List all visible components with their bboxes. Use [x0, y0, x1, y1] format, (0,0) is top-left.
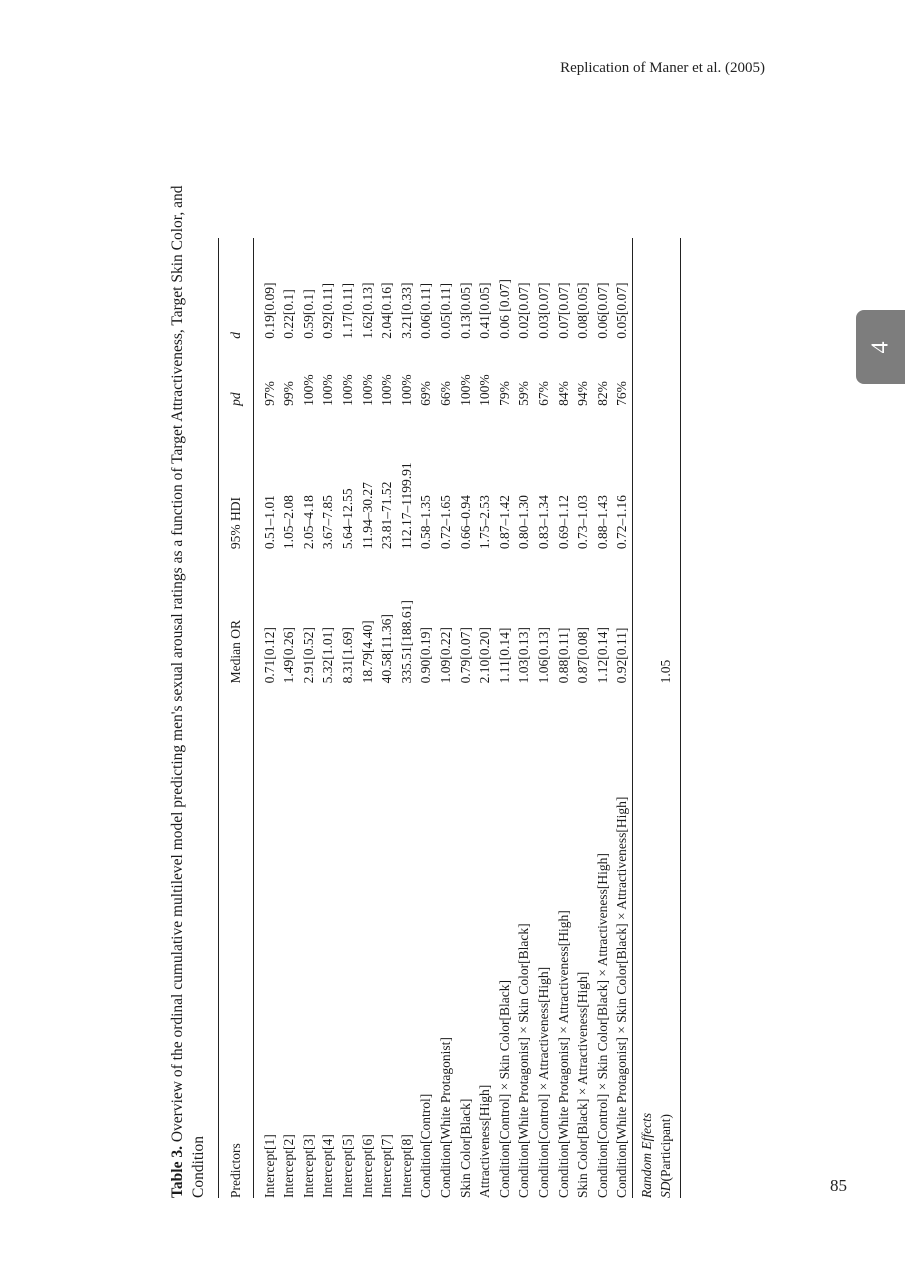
cell-hdi: 0.73–1.03: [575, 495, 591, 550]
cell-median-or: 1.09[0.22]: [437, 627, 453, 684]
table-row: [612, 238, 632, 1198]
random-effects-sd-row: [656, 238, 680, 1198]
cell-median-or: 5.32[1.01]: [320, 627, 336, 684]
cell-predictor: Condition[Control] × Attractiveness[High]: [535, 966, 551, 1198]
cell-predictor: Skin Color[Black]: [457, 1098, 473, 1198]
header-predictors: Predictors: [219, 683, 254, 1198]
cell-pd: 94%: [575, 381, 591, 406]
cell-d: 1.17[0.11]: [339, 282, 355, 339]
header-d: d: [219, 238, 254, 339]
cell-predictor: Intercept[2]: [281, 1134, 297, 1198]
cell-median-or: 0.87[0.08]: [575, 627, 591, 684]
cell-pd: 84%: [555, 381, 571, 406]
cell-hdi: 0.83–1.34: [535, 495, 551, 550]
cell-d: 0.02[0.07]: [516, 282, 532, 339]
cell-hdi: 5.64–12.55: [339, 488, 355, 550]
table-row: [593, 238, 613, 1198]
cell-d: 0.06 [0.07]: [496, 279, 512, 339]
random-effects-sd-label: [656, 683, 680, 1198]
cell-hdi: 0.69–1.12: [555, 495, 571, 550]
cell-pd: 100%: [379, 374, 395, 406]
cell-pd: 99%: [281, 381, 297, 406]
random-effects-heading: Random Effects: [632, 683, 656, 1198]
cell-pd: 59%: [516, 381, 532, 406]
cell-d: 0.06[0.07]: [594, 282, 610, 339]
cell-predictor: Intercept[4]: [320, 1134, 336, 1198]
cell-median-or: 0.90[0.19]: [418, 627, 434, 684]
table-caption-text: Overview of the ordinal cumulative multilevel model predicting men's sexual arousal ratings as a function of Target Attractiveness, Target Skin Color, and Condition: [169, 185, 207, 1198]
table-row: [436, 238, 456, 1198]
cell-predictor: Condition[White Protagonist] × Skin Color[Black] × Attractiveness[High]: [614, 796, 630, 1198]
table-header-row: [219, 238, 254, 1198]
sd-label-rest: (Participant): [658, 1114, 674, 1182]
cell-hdi: 0.72–1.65: [437, 495, 453, 550]
table-row: [534, 238, 554, 1198]
cell-median-or: 1.12[0.14]: [594, 627, 610, 684]
running-header: Replication of Maner et al. (2005): [560, 60, 765, 76]
table-row: [514, 238, 534, 1198]
cell-median-or: 40.58[11.36]: [379, 614, 395, 684]
cell-predictor: Condition[Control]: [418, 1093, 434, 1198]
cell-d: 0.07[0.07]: [555, 282, 571, 339]
page-number: 85: [830, 1176, 847, 1195]
cell-d: 0.19[0.09]: [261, 282, 277, 339]
table-row: [318, 238, 338, 1198]
cell-predictor: Intercept[1]: [261, 1134, 277, 1198]
cell-median-or: 0.71[0.12]: [261, 627, 277, 684]
cell-hdi: 2.05–4.18: [300, 495, 316, 550]
header-pd: pd: [219, 339, 254, 406]
cell-predictor: Intercept[5]: [339, 1134, 355, 1198]
table-row: [397, 238, 417, 1198]
cell-d: 0.05[0.07]: [614, 282, 630, 339]
cell-median-or: 1.03[0.13]: [516, 627, 532, 684]
cell-pd: 79%: [496, 381, 512, 406]
cell-hdi: 0.87–1.42: [496, 495, 512, 550]
cell-d: 0.92[0.11]: [320, 282, 336, 339]
cell-d: 0.22[0.1]: [281, 289, 297, 339]
cell-median-or: 8.31[1.69]: [339, 627, 355, 684]
cell-d: 1.62[0.13]: [359, 282, 375, 339]
cell-pd: 100%: [339, 374, 355, 406]
cell-pd: 100%: [300, 374, 316, 406]
cell-pd: 100%: [359, 374, 375, 406]
cell-pd: 100%: [320, 374, 336, 406]
cell-median-or: 335.51[188.61]: [398, 600, 414, 684]
cell-predictor: Intercept[6]: [359, 1134, 375, 1198]
cell-hdi: 23.81–71.52: [379, 481, 395, 550]
table-row: [495, 238, 515, 1198]
cell-pd: 100%: [477, 374, 493, 406]
table-row: [279, 238, 299, 1198]
random-effects-sd-value: 1.05: [656, 549, 680, 683]
cell-d: 0.13[0.05]: [457, 282, 473, 339]
cell-hdi: 3.67–7.85: [320, 495, 336, 550]
cell-predictor: Condition[White Protagonist]: [437, 1037, 453, 1198]
table-caption-label: Table 3.: [169, 1146, 186, 1198]
cell-pd: 100%: [457, 374, 473, 406]
table-row: [358, 238, 378, 1198]
table-row: [416, 238, 436, 1198]
results-table: [218, 238, 681, 1198]
cell-d: 2.04[0.16]: [379, 282, 395, 339]
cell-hdi: 0.58–1.35: [418, 495, 434, 550]
cell-d: 3.21[0.33]: [398, 282, 414, 339]
cell-pd: 76%: [614, 381, 630, 406]
cell-median-or: 0.79[0.07]: [457, 627, 473, 684]
cell-pd: 69%: [418, 381, 434, 406]
cell-hdi: 1.05–2.08: [281, 495, 297, 550]
cell-predictor: Condition[Control] × Skin Color[Black] × Attractiveness[High]: [594, 853, 610, 1198]
cell-hdi: 1.75–2.53: [477, 495, 493, 550]
cell-hdi: 0.72–1.16: [614, 495, 630, 550]
table-row: [377, 238, 397, 1198]
cell-median-or: 1.49[0.26]: [281, 627, 297, 684]
cell-predictor: Intercept[8]: [398, 1134, 414, 1198]
cell-d: 0.03[0.07]: [535, 282, 551, 339]
cell-predictor: Skin Color[Black] × Attractiveness[High]: [575, 971, 591, 1198]
cell-d: 0.59[0.1]: [300, 289, 316, 339]
table-caption: [166, 138, 209, 1198]
cell-hdi: 0.66–0.94: [457, 495, 473, 550]
cell-median-or: 18.79[4.40]: [359, 620, 375, 684]
table-row: [338, 238, 358, 1198]
cell-predictor: Intercept[7]: [379, 1134, 395, 1198]
cell-hdi: 0.88–1.43: [594, 495, 610, 550]
cell-median-or: 0.92[0.11]: [614, 627, 630, 684]
cell-pd: 82%: [594, 381, 610, 406]
cell-hdi: 11.94–30.27: [359, 482, 375, 550]
cell-d: 0.05[0.11]: [437, 282, 453, 339]
cell-d: 0.06[0.11]: [418, 282, 434, 339]
cell-pd: 97%: [261, 381, 277, 406]
header-hdi: 95% HDI: [219, 406, 254, 549]
cell-median-or: 0.88[0.11]: [555, 627, 571, 684]
cell-hdi: 0.51–1.01: [261, 495, 277, 550]
table-body: [253, 238, 680, 1198]
cell-median-or: 1.06[0.13]: [535, 627, 551, 684]
chapter-tab-number: 4: [867, 341, 893, 353]
cell-hdi: 112.17–1199.91: [398, 462, 414, 550]
cell-median-or: 2.91[0.52]: [300, 627, 316, 684]
cell-median-or: 1.11[0.14]: [496, 627, 512, 684]
table-row: [554, 238, 574, 1198]
chapter-tab: [856, 310, 905, 384]
random-effects-heading-row: [632, 238, 656, 1198]
rotated-table-block: [166, 138, 696, 1198]
sd-label-italic: SD: [658, 1181, 674, 1198]
cell-d: 0.08[0.05]: [575, 282, 591, 339]
cell-predictor: Attractiveness[High]: [477, 1084, 493, 1198]
cell-predictor: Condition[White Protagonist] × Attractiveness[High]: [555, 910, 571, 1198]
table-row: [456, 238, 476, 1198]
cell-pd: 100%: [398, 374, 414, 406]
cell-hdi: 0.80–1.30: [516, 495, 532, 550]
cell-predictor: Condition[White Protagonist] × Skin Color[Black]: [516, 923, 532, 1198]
table-row: [475, 238, 495, 1198]
cell-pd: 67%: [535, 381, 551, 406]
table-row: [253, 238, 279, 1198]
header-median-or: Median OR: [219, 549, 254, 683]
cell-median-or: 2.10[0.20]: [477, 627, 493, 684]
table-row: [299, 238, 319, 1198]
table-row: [573, 238, 593, 1198]
cell-predictor: Intercept[3]: [300, 1134, 316, 1198]
cell-pd: 66%: [437, 381, 453, 406]
cell-d: 0.41[0.05]: [477, 282, 493, 339]
cell-predictor: Condition[Control] × Skin Color[Black]: [496, 980, 512, 1198]
